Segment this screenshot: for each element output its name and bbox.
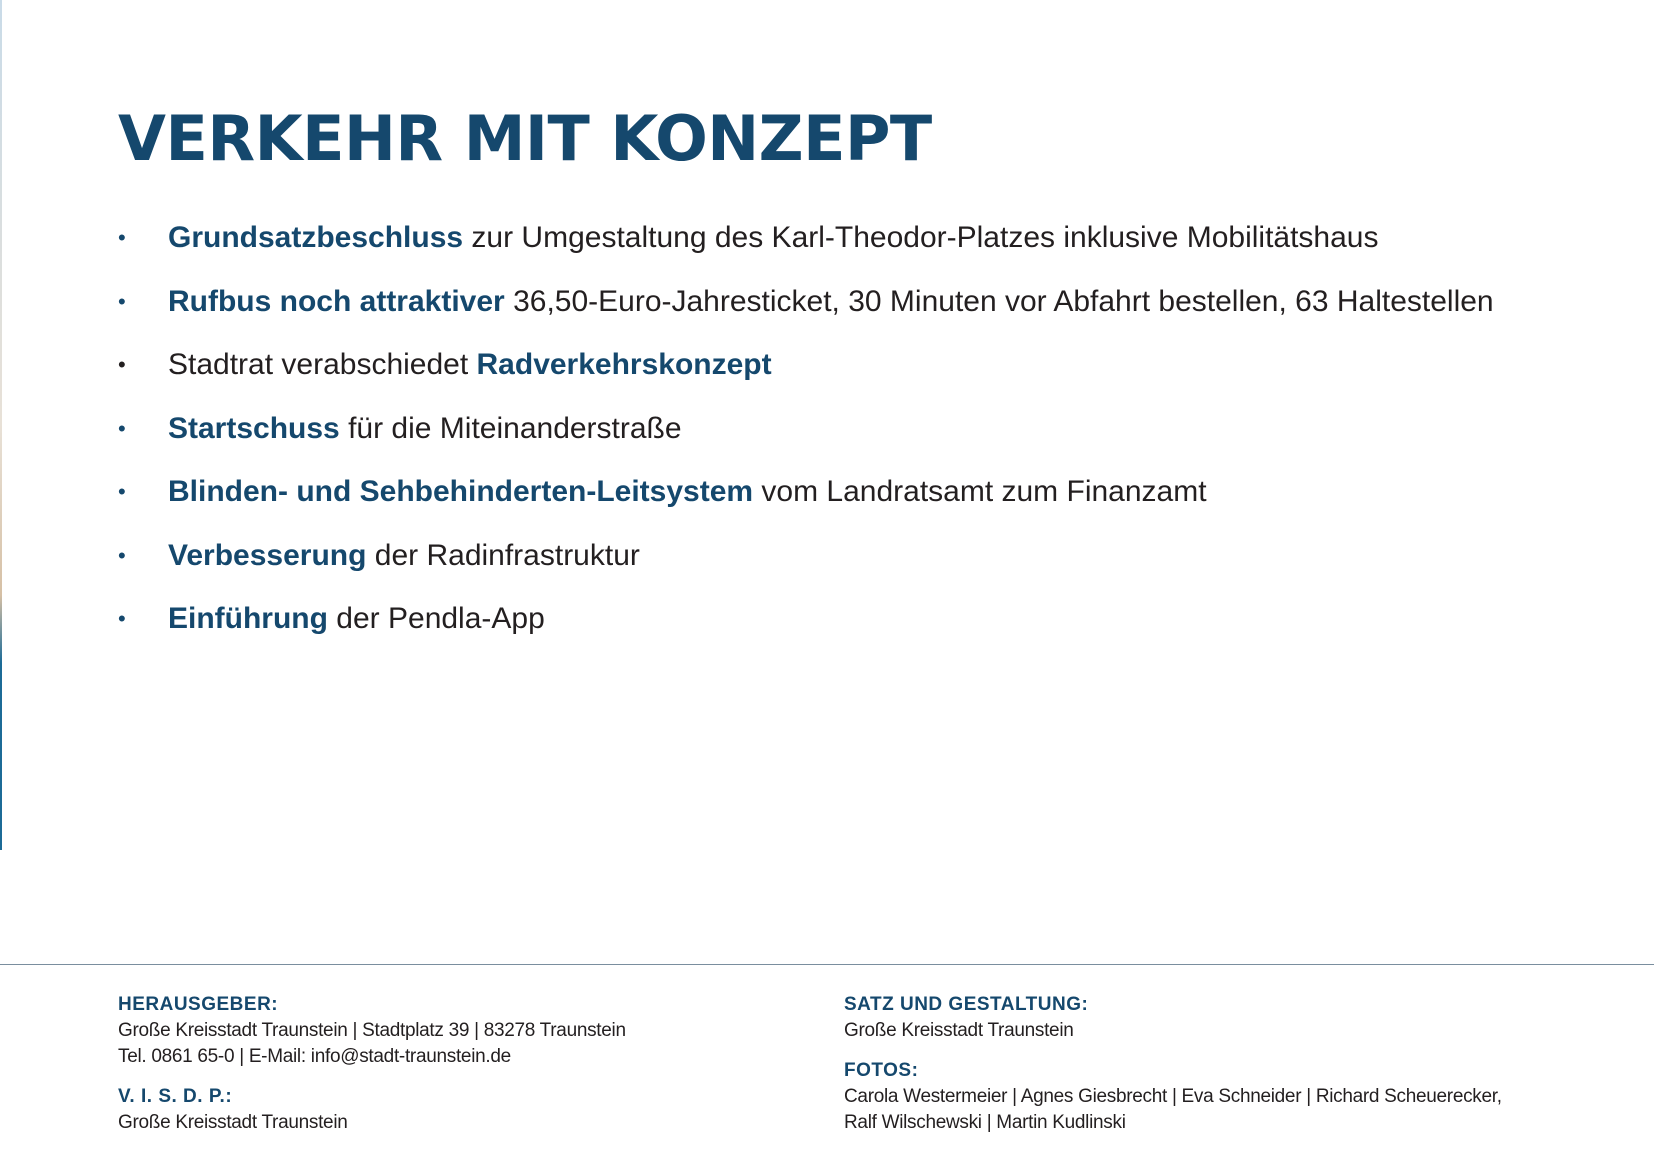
list-item-description: der Pendla-App bbox=[327, 602, 545, 635]
footer-divider bbox=[0, 964, 1654, 965]
bullet-list bbox=[118, 218, 1494, 663]
list-item-text bbox=[168, 536, 640, 575]
list-item-description: 36,50-Euro-Jahresticket, 30 Minuten vor Abfahrt bestellen, 63 Haltestellen bbox=[504, 284, 1494, 318]
list-item bbox=[118, 218, 1494, 282]
publisher-contact: Tel. 0861 65-0 | E-Mail: info@stadt-traunstein.de bbox=[118, 1046, 511, 1067]
list-item bbox=[118, 409, 1494, 473]
bullet-icon: • bbox=[118, 606, 126, 631]
list-item-text bbox=[168, 409, 682, 448]
list-item bbox=[118, 282, 1494, 346]
list-item-text bbox=[168, 282, 1494, 321]
list-item-highlight: Radverkehrskonzept bbox=[476, 348, 772, 381]
visdp-block bbox=[118, 1084, 626, 1136]
list-item-description: zur Umgestaltung des Karl-Theodor-Platzes inklusive Mobilitätshaus bbox=[463, 221, 1379, 254]
list-item-highlight: Grundsatzbeschluss bbox=[168, 221, 464, 254]
publisher-block bbox=[118, 992, 626, 1070]
list-item-highlight: Verbesserung bbox=[168, 538, 367, 572]
list-item bbox=[118, 599, 1494, 663]
list-item-text bbox=[168, 345, 772, 384]
list-item-highlight: Startschuss bbox=[168, 411, 340, 445]
list-item-text bbox=[168, 472, 1207, 511]
design-block bbox=[844, 992, 1502, 1044]
list-item bbox=[118, 472, 1494, 536]
bullet-icon: • bbox=[118, 415, 126, 441]
bullet-icon: • bbox=[118, 288, 126, 314]
list-item bbox=[118, 345, 1494, 409]
list-item-highlight: Einführung bbox=[168, 602, 328, 635]
publisher-address: Große Kreisstadt Traunstein | Stadtplatz 39 | 83278 Traunstein bbox=[118, 1020, 626, 1041]
page-title: VERKEHR MIT KONZEPT bbox=[118, 102, 932, 175]
list-item bbox=[118, 536, 1494, 600]
list-item-description: der Radinfrastruktur bbox=[366, 538, 640, 572]
bullet-icon: • bbox=[118, 225, 126, 250]
publisher-heading: HERAUSGEBER: bbox=[118, 994, 279, 1015]
list-item-highlight: Blinden- und Sehbehinderten-Leitsystem bbox=[168, 475, 754, 508]
photos-block bbox=[844, 1058, 1502, 1136]
page-edge-strip bbox=[0, 0, 2, 850]
bullet-icon: • bbox=[118, 542, 126, 568]
photos-heading: FOTOS: bbox=[844, 1060, 919, 1081]
photos-credits-line-2: Ralf Wilschewski | Martin Kudlinski bbox=[844, 1112, 1126, 1133]
visdp-name: Große Kreisstadt Traunstein bbox=[118, 1112, 348, 1133]
list-item-description: vom Landratsamt zum Finanzamt bbox=[753, 475, 1207, 508]
list-item-highlight: Rufbus noch attraktiver bbox=[168, 284, 505, 318]
bullet-icon: • bbox=[118, 479, 126, 504]
list-item-description: für die Miteinanderstraße bbox=[339, 411, 682, 445]
footer-left-column bbox=[118, 992, 626, 1150]
design-name: Große Kreisstadt Traunstein bbox=[844, 1020, 1074, 1041]
list-item-description: Stadtrat verabschiedet bbox=[168, 348, 477, 381]
bullet-icon: • bbox=[118, 352, 126, 377]
design-heading: SATZ UND GESTALTUNG: bbox=[844, 994, 1089, 1015]
list-item-text bbox=[168, 218, 1379, 257]
footer-right-column bbox=[844, 992, 1502, 1150]
list-item-text bbox=[168, 599, 545, 638]
visdp-heading: V. I. S. D. P.: bbox=[118, 1086, 233, 1107]
photos-credits-line-1: Carola Westermeier | Agnes Giesbrecht | Eva Schneider | Richard Scheuerecker, bbox=[844, 1086, 1502, 1107]
